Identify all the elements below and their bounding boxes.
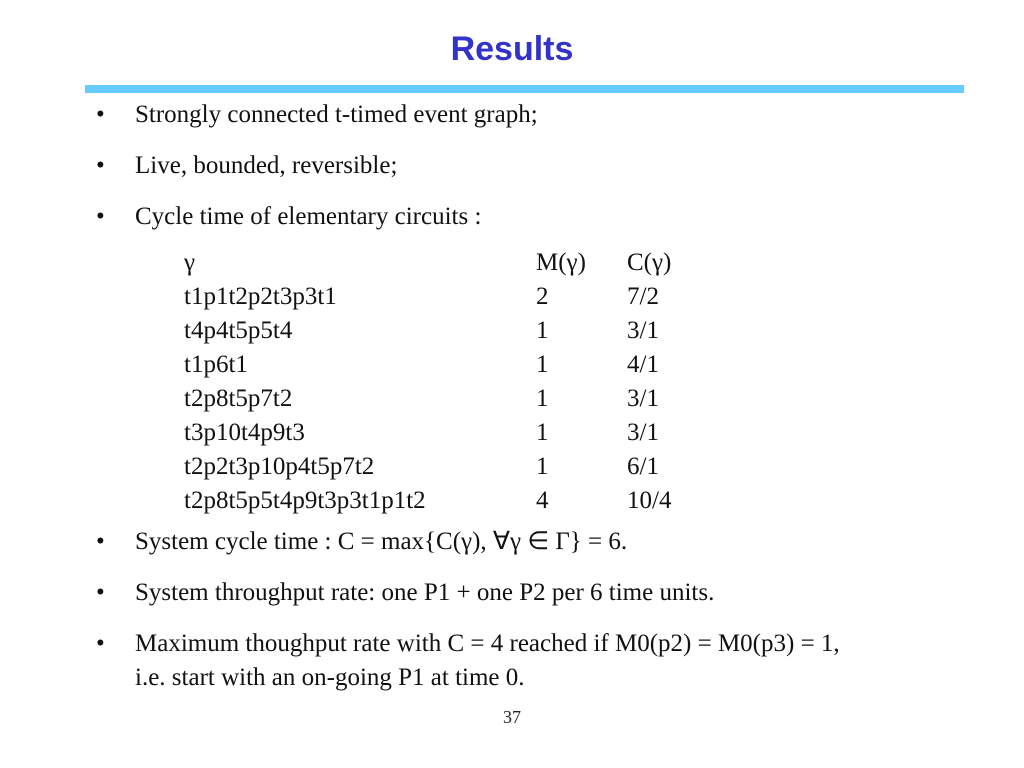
bullet-marker: • [96, 579, 105, 606]
cell-circuit: t1p6t1 [184, 351, 248, 378]
cell-m: 1 [536, 453, 549, 480]
page-number: 37 [503, 707, 521, 727]
bullet-marker: • [96, 203, 105, 230]
cell-c: 10/4 [627, 487, 672, 514]
bullet-text: Maximum thoughput rate with C = 4 reached if M0(p2) = M0(p3) = 1, i.e. start with an on-going P1 at time 0. [135, 630, 840, 691]
bullet-text: Strongly connected t-timed event graph; [135, 101, 538, 128]
title-divider [85, 85, 964, 93]
cell-circuit: t2p8t5p7t2 [184, 385, 293, 412]
bullet-marker: • [96, 101, 105, 128]
cell-c: 7/2 [627, 283, 659, 310]
slide-title: Results [450, 30, 574, 68]
cell-circuit: t2p8t5p5t4p9t3p3t1p1t2 [184, 487, 426, 514]
bullet-text: System cycle time : C = max{C(γ), ∀γ ∈ Γ} = 6. [135, 528, 628, 555]
cell-m: 1 [536, 351, 549, 378]
header-gamma: γ [184, 249, 196, 276]
bullet-text: Cycle time of elementary circuits : [135, 203, 482, 230]
cell-c: 3/1 [627, 419, 659, 446]
cell-c: 4/1 [627, 351, 659, 378]
header-c: C(γ) [627, 249, 672, 276]
bullet-marker: • [96, 630, 105, 657]
cell-m: 1 [536, 419, 549, 446]
cell-m: 1 [536, 385, 549, 412]
cell-m: 2 [536, 283, 549, 310]
cell-circuit: t1p1t2p2t3p3t1 [184, 283, 337, 310]
bullet-text: System throughput rate: one P1 + one P2 per 6 time units. [135, 579, 715, 606]
cell-m: 4 [536, 487, 549, 514]
bullet-marker: • [96, 528, 105, 555]
cell-c: 6/1 [627, 453, 659, 480]
cell-c: 3/1 [627, 385, 659, 412]
cell-circuit: t2p2t3p10p4t5p7t2 [184, 453, 375, 480]
cell-circuit: t4p4t5p5t4 [184, 317, 293, 344]
bullet-marker: • [96, 152, 105, 179]
bullet-text: Live, bounded, reversible; [135, 152, 398, 179]
header-m: M(γ) [536, 249, 586, 276]
cell-m: 1 [536, 317, 549, 344]
cell-circuit: t3p10t4p9t3 [184, 419, 305, 446]
cell-c: 3/1 [627, 317, 659, 344]
